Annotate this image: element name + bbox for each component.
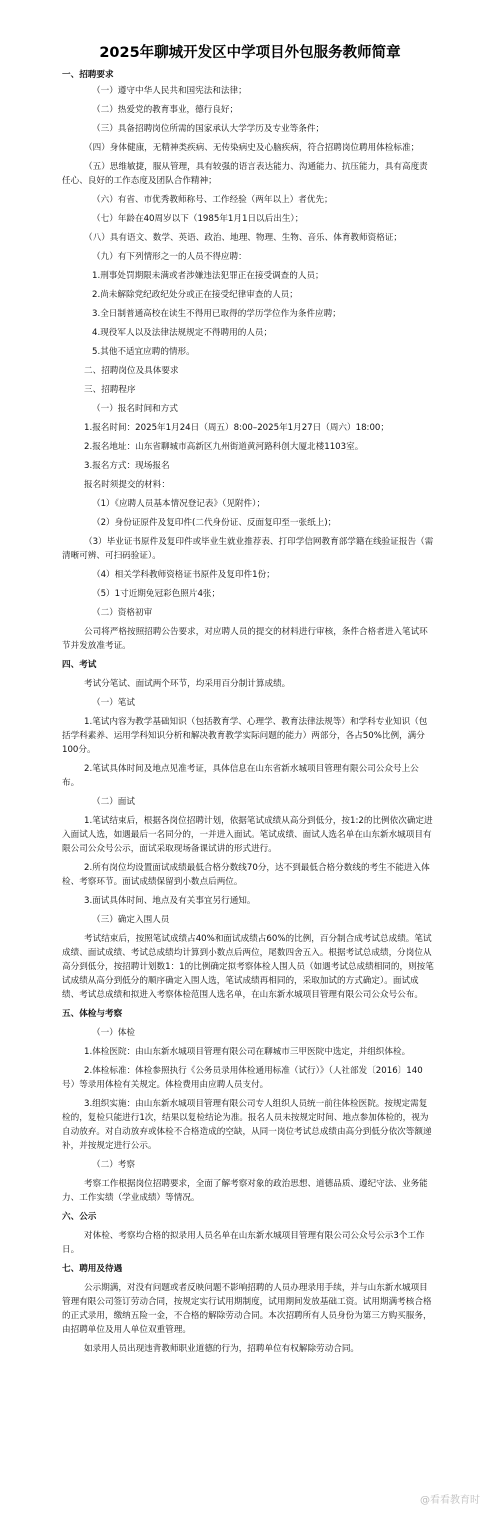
section-heading-exam: 四、考试 <box>62 660 97 670</box>
material-item: （5）1寸近期免冠彩色照片4张； <box>92 589 221 599</box>
exclusion-item: 2.尚未解除党纪政纪处分或正在接受纪律审查的人员； <box>92 290 298 300</box>
review-text: 公司将严格按照招聘公告要求，对应聘人员的提交的材料进行审核，条件合格者进入笔试环节并发放准考证。 <box>62 627 428 651</box>
material-item: （2）身份证原件及复印件(二代身份证、反面复印至一张纸上)； <box>92 518 337 528</box>
watermark: @看看教育时 <box>420 1495 480 1506</box>
interview-rule: 1.笔试结束后，根据各岗位招聘计划，依据笔试成绩从高分到低分，按1:2的比例依次确定进入面试人选，如遇最后一名同分的，一并进入面试。笔试成绩、面试人选名单在山东新水城项目有限公司公众号公示，面试采取现场备课试讲的形式进行。 <box>62 816 433 854</box>
medical-exam-item: 1.体检医院：由山东新水城项目管理有限公司在聊城市三甲医院中选定，并组织体检。 <box>84 1047 411 1057</box>
subsection-heading: （二）面试 <box>92 797 135 807</box>
document-body <box>0 62 500 1356</box>
requirement-item: （二）热爱党的教育事业，德行良好； <box>92 105 239 115</box>
written-exam-content: 1.笔试内容为教学基础知识（包括教育学、心理学、教育法律法规等）和学科专业知识（包括学科素养、运用学科知识分析和解决教育教学实际问题的能力）两部分，各占50%比例，满分100分。 <box>62 717 428 755</box>
requirement-item: （六）有省、市优秀教师称号、工作经验（两年以上）者优先； <box>92 195 333 205</box>
final-selection-text: 考试结束后，按照笔试成绩占40%和面试成绩占60%的比例，百分制合成考试总成绩。笔试成绩、面试成绩、考试总成绩均计算到小数点后两位，尾数四舍五入。根据考试总成绩，分岗位从高分到低分，按招聘计划数1：1的比例确定拟考察体检人围人员（如遇考试总成绩相同的，则按笔试成绩从高分到低分的顺序确定入围人选，笔试成绩再相同的，采取加试的方式确定）。面试成绩、考试总成绩和拟进入考察体检范围人选名单，在山东新水城项目管理有限公司公众号公布。 <box>62 934 434 1000</box>
exclusion-item: 3.全日制普通高校在读生不得用已取得的学历学位作为条件应聘； <box>92 309 341 319</box>
exclusion-item: 1.刑事处罚期限未满或者涉嫌违法犯罪正在接受调查的人员； <box>92 271 324 281</box>
registration-time: 1.报名时间：2025年1月24日（周五）8:00–2025年1月27日（周六）18:00； <box>84 423 389 433</box>
interview-rule: 2.所有岗位均设置面试成绩最低合格分数线70分，达不到最低合格分数线的考生不能进入体检、考察环节。面试成绩保留到小数点后两位。 <box>62 863 430 887</box>
subsection-heading: （二）资格初审 <box>92 608 153 618</box>
subsection-heading: （一）笔试 <box>92 698 135 708</box>
section-heading-requirements: 一、招聘要求 <box>62 70 114 80</box>
section-heading-procedure: 三、招聘程序 <box>84 385 136 395</box>
subsection-heading: （一）报名时间和方式 <box>92 404 178 414</box>
material-item: （4）相关学科教师资格证书原件及复印件1份； <box>92 570 275 580</box>
document-title: 2025年聊城开发区中学项目外包服务教师简章 <box>99 45 401 61</box>
subsection-heading: （三）确定入围人员 <box>92 915 170 925</box>
subsection-heading: （二）考察 <box>92 1160 135 1170</box>
requirement-item: （七）年龄在40周岁以下（1985年1月1日以后出生）； <box>92 214 304 224</box>
requirement-item: （三）具备招聘岗位所需的国家承认大学学历及专业等条件； <box>92 124 325 134</box>
investigation-text: 考察工作根据岗位招聘要求，全面了解考察对象的政治思想、道德品质、遵纪守法、业务能力、工作实绩（学业成绩）等情况。 <box>62 1179 428 1203</box>
registration-place: 2.报名地址：山东省聊城市高新区九州街道黄河路科创大厦北楼1103室。 <box>84 442 364 452</box>
section-heading-positions: 二、招聘岗位及具体要求 <box>84 366 179 376</box>
registration-method: 3.报名方式：现场报名 <box>84 461 170 471</box>
medical-exam-item: 3.组织实施：由山东新水城项目管理有限公司专人组织人员统一前往体检医院。按规定需复检的，复检只能进行1次，结果以复检结论为准。报名人员未按规定时间、地点参加体检的，视为自动放弃。对自动放弃或体检不合格造成的空缺，从同一岗位考试总成绩由高分到低分依次等额递补，并按规定进行公示。 <box>62 1099 432 1151</box>
requirement-item: （五）思维敏捷，服从管理，具有较强的语言表达能力、沟通能力、抗压能力，具有高度责任心、良好的工作态度及团队合作精神； <box>62 162 428 186</box>
interview-rule: 3.面试具体时间、地点及有关事宜另行通知。 <box>84 896 256 906</box>
materials-intro: 报名时须提交的材料： <box>84 480 170 490</box>
requirement-item: （四）身体健康，无精神类疾病、无传染病史及心脑疾病，符合招聘岗位聘用体检标准； <box>84 143 420 153</box>
requirement-item: （八）具有语文、数学、英语、政治、地理、物理、生物、音乐、体育教师资格证； <box>84 233 402 243</box>
exclusion-item: 5.其他不适宜应聘的情形。 <box>92 347 195 357</box>
material-item: （1）《应聘人员基本情况登记表》（见附件）； <box>92 499 266 509</box>
section-heading-medical: 五、体检与考察 <box>62 1009 123 1019</box>
exclusion-item: 4.现役军人以及法律法规规定不得聘用的人员； <box>92 328 273 338</box>
written-exam-schedule: 2.笔试具体时间及地点见准考证，具体信息在山东省新水城项目管理有限公司公众号上公布。 <box>62 764 419 788</box>
medical-exam-item: 2.体检标准：体检参照执行《公务员录用体检通用标准（试行）》（人社部发〔2016〕140号）等录用体检有关规定。体检费用由应聘人员支付。 <box>62 1066 423 1090</box>
section-heading-employment: 七、聘用及待遇 <box>62 1264 123 1274</box>
section-heading-publicity: 六、公示 <box>62 1212 97 1222</box>
requirement-item: （九）有下列情形之一的人员不得应聘： <box>92 252 247 262</box>
publicity-text: 对体检、考察均合格的拟录用人员名单在山东新水城项目管理有限公司公众号公示3个工作日。 <box>62 1231 425 1255</box>
employment-text: 公示期满，对没有问题或者反映问题不影响招聘的人员办理录用手续，并与山东新水城项目管理有限公司签订劳动合同，按规定实行试用期制度，试用期间发放基础工资。试用期满考核合格的正式录用，缴纳五险一金，不合格的解除劳动合同。本次招聘所有人员身份为第三方购买服务，由招聘单位及用人单位双重管理。 <box>62 1283 432 1335</box>
material-item: （3）毕业证书原件及复印件或毕业生就业推荐表、打印学信网教育部学籍在线验证报告（需清晰可辨、可扫码验证）。 <box>62 537 434 561</box>
requirement-item: （一）遵守中华人民共和国宪法和法律； <box>92 86 247 96</box>
subsection-heading: （一）体检 <box>92 1028 135 1038</box>
exam-intro: 考试分笔试、面试两个环节，均采用百分制计算成绩。 <box>84 679 291 689</box>
employment-text: 如录用人员出现违背教师职业道德的行为，招聘单位有权解除劳动合同。 <box>84 1344 360 1354</box>
